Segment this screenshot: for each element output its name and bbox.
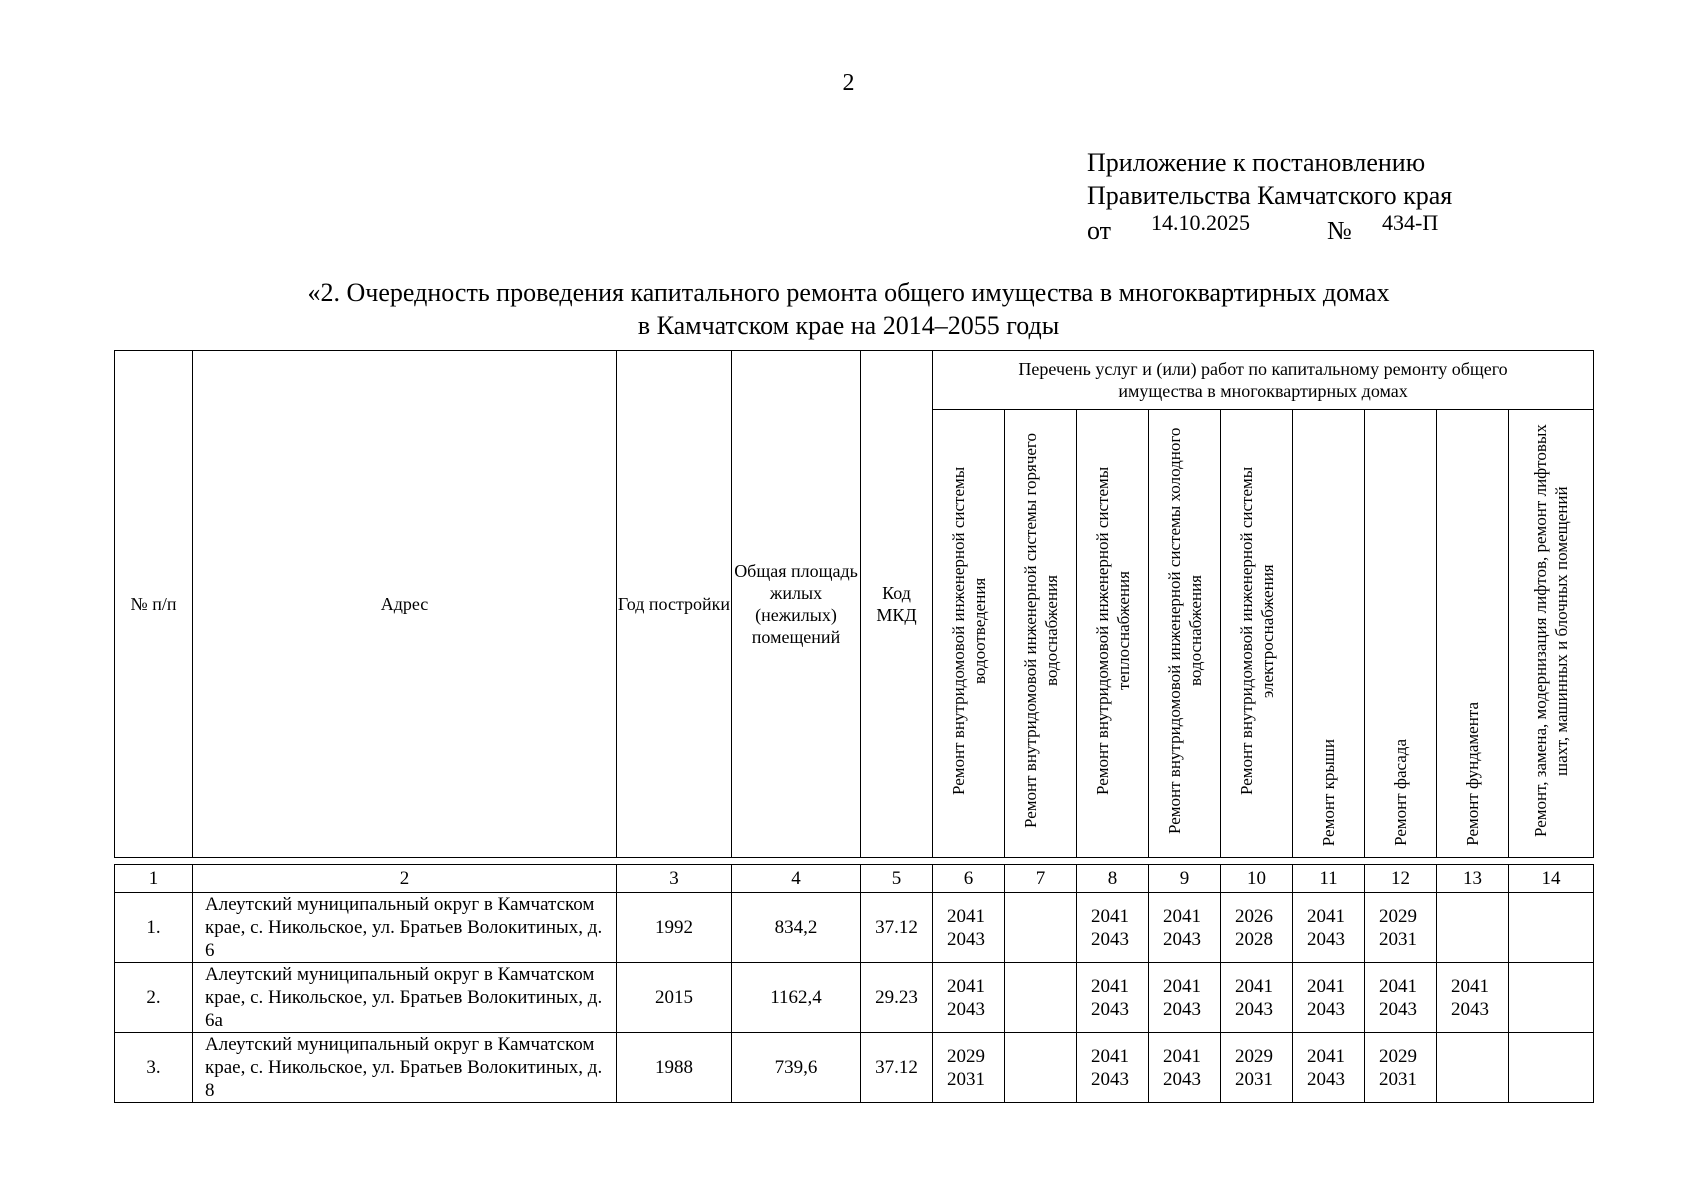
- header-work-label: Ремонт внутридомовой инженерной системы водоотведения: [948, 466, 989, 796]
- year-end: 2031: [1235, 1068, 1273, 1090]
- year-start: 2026: [1235, 905, 1273, 927]
- header-work-electricity: [1221, 410, 1293, 858]
- row-work-years: [1365, 893, 1437, 963]
- row-work-years: [1005, 893, 1077, 963]
- year-start: 2041: [1307, 975, 1345, 997]
- row-code: 37.12: [861, 1033, 933, 1103]
- table-row: [115, 963, 1594, 1033]
- header-work-hot-water: [1005, 410, 1077, 858]
- row-num: 1.: [115, 893, 193, 963]
- row-area: 1162,4: [732, 963, 861, 1033]
- header-work-label: Ремонт фундамента: [1463, 702, 1482, 846]
- header-work-label: Ремонт, замена, модернизация лифтов, ремонт лифтовых шахт, машинных и блочных помещений: [1531, 424, 1572, 838]
- year-end: 2028: [1235, 928, 1273, 950]
- row-area: 834,2: [732, 893, 861, 963]
- year-end: 2043: [1091, 928, 1129, 950]
- header-work-heating: [1077, 410, 1149, 858]
- year-end: 2043: [1091, 1068, 1129, 1090]
- row-work-years: [933, 893, 1005, 963]
- year-start: 2041: [1235, 975, 1273, 997]
- column-number: 13: [1437, 865, 1509, 893]
- row-num: 3.: [115, 1033, 193, 1103]
- header-work-label: Ремонт внутридомовой инженерной системы электроснабжения: [1236, 466, 1277, 796]
- approval-line-1: Приложение к постановлению: [1087, 148, 1426, 177]
- header-work-roof: [1293, 410, 1365, 858]
- header-work-label: Ремонт внутридомовой инженерной системы теплоснабжения: [1092, 466, 1133, 796]
- header-work-label: Ремонт фасада: [1391, 739, 1410, 846]
- column-number: 1: [115, 865, 193, 893]
- year-start: 2029: [1379, 1045, 1417, 1067]
- year-end: 2043: [947, 998, 985, 1020]
- header-area: Общая площадь жилых (нежилых) помещений: [732, 351, 861, 858]
- column-number: 7: [1005, 865, 1077, 893]
- approval-number-sign: №: [1327, 216, 1352, 245]
- approval-date: 14.10.2025: [1151, 210, 1250, 235]
- column-number: 6: [933, 865, 1005, 893]
- row-work-years: [933, 1033, 1005, 1103]
- year-end: 2043: [1163, 928, 1201, 950]
- row-work-years: [1437, 893, 1509, 963]
- approval-number: 434-П: [1382, 210, 1439, 235]
- page-number: 2: [842, 70, 855, 96]
- table-header: [114, 350, 1594, 858]
- year-start: 2041: [947, 905, 985, 927]
- row-work-years: [1005, 1033, 1077, 1103]
- row-work-years: [1509, 963, 1594, 1033]
- row-work-years: [1077, 963, 1149, 1033]
- row-work-years: [1221, 963, 1293, 1033]
- row-work-years: [1005, 963, 1077, 1033]
- row-work-years: [1149, 1033, 1221, 1103]
- row-work-years: [1221, 893, 1293, 963]
- year-end: 2043: [1235, 998, 1273, 1020]
- row-address: Алеутский муниципальный округ в Камчатском крае, с. Никольское, ул. Братьев Волокитиных, д. 6а: [193, 963, 617, 1033]
- year-start: 2041: [1091, 975, 1129, 997]
- column-number: 4: [732, 865, 861, 893]
- year-end: 2043: [1091, 998, 1129, 1020]
- year-end: 2043: [1163, 998, 1201, 1020]
- row-year: 1988: [617, 1033, 732, 1103]
- header-work-elevators: [1509, 410, 1594, 858]
- column-number: 14: [1509, 865, 1594, 893]
- row-code: 29.23: [861, 963, 933, 1033]
- header-work-foundation: [1437, 410, 1509, 858]
- header-year-built: Год постройки: [617, 351, 732, 858]
- header-work-drainage: [933, 410, 1005, 858]
- row-work-years: [1149, 963, 1221, 1033]
- column-number: 11: [1293, 865, 1365, 893]
- year-start: 2041: [1091, 905, 1129, 927]
- year-start: 2041: [1163, 975, 1201, 997]
- year-end: 2031: [1379, 1068, 1417, 1090]
- year-end: 2043: [1379, 998, 1417, 1020]
- row-work-years: [1437, 963, 1509, 1033]
- column-number: 10: [1221, 865, 1293, 893]
- row-work-years: [1293, 893, 1365, 963]
- header-work-cold-water: [1149, 410, 1221, 858]
- table-row: [115, 893, 1594, 963]
- title-line-2: в Камчатском крае на 2014–2055 годы: [637, 311, 1060, 340]
- header-address: Адрес: [193, 351, 617, 858]
- header-num: № п/п: [115, 351, 193, 858]
- row-area: 739,6: [732, 1033, 861, 1103]
- approval-line-2: Правительства Камчатского края: [1087, 181, 1453, 210]
- approval-block: [1087, 146, 1452, 245]
- year-end: 2043: [1307, 1068, 1345, 1090]
- row-work-years: [1365, 1033, 1437, 1103]
- column-number: 8: [1077, 865, 1149, 893]
- year-end: 2043: [1307, 998, 1345, 1020]
- row-work-years: [1437, 1033, 1509, 1103]
- row-work-years: [1221, 1033, 1293, 1103]
- row-address: Алеутский муниципальный округ в Камчатском крае, с. Никольское, ул. Братьев Волокитиных, д. 6: [193, 893, 617, 963]
- header-work-label: Ремонт внутридомовой инженерной системы горячего водоснабжения: [1020, 433, 1061, 829]
- row-address: Алеутский муниципальный округ в Камчатском крае, с. Никольское, ул. Братьев Волокитиных, д. 8: [193, 1033, 617, 1103]
- header-code: Код МКД: [861, 351, 933, 858]
- year-start: 2041: [1163, 905, 1201, 927]
- column-number: 9: [1149, 865, 1221, 893]
- column-number-row: [115, 865, 1594, 893]
- year-start: 2029: [1235, 1045, 1273, 1067]
- column-number: 3: [617, 865, 732, 893]
- row-code: 37.12: [861, 893, 933, 963]
- header-work-label: Ремонт крыши: [1319, 738, 1338, 846]
- row-year: 2015: [617, 963, 732, 1033]
- year-end: 2031: [947, 1068, 985, 1090]
- header-works-group: Перечень услуг и (или) работ по капитальному ремонту общего имущества в многоквартирных домах: [933, 351, 1594, 410]
- row-work-years: [1293, 1033, 1365, 1103]
- row-work-years: [1293, 963, 1365, 1033]
- row-work-years: [1509, 1033, 1594, 1103]
- year-end: 2043: [947, 928, 985, 950]
- row-work-years: [933, 963, 1005, 1033]
- approval-date-prefix: от: [1087, 216, 1112, 245]
- column-number: 12: [1365, 865, 1437, 893]
- year-end: 2031: [1379, 928, 1417, 950]
- year-start: 2041: [1379, 975, 1417, 997]
- year-start: 2041: [1091, 1045, 1129, 1067]
- column-number: 2: [193, 865, 617, 893]
- year-start: 2041: [947, 975, 985, 997]
- year-end: 2043: [1307, 928, 1345, 950]
- year-start: 2041: [1307, 1045, 1345, 1067]
- row-work-years: [1149, 893, 1221, 963]
- row-work-years: [1509, 893, 1594, 963]
- year-start: 2041: [1163, 1045, 1201, 1067]
- table-row: [115, 1033, 1594, 1103]
- row-work-years: [1365, 963, 1437, 1033]
- document-title: [100, 276, 1597, 342]
- year-start: 2041: [1307, 905, 1345, 927]
- year-end: 2043: [1163, 1068, 1201, 1090]
- row-year: 1992: [617, 893, 732, 963]
- year-start: 2041: [1451, 975, 1489, 997]
- title-line-1: «2. Очередность проведения капитального ремонта общего имущества в многоквартирных домах: [307, 278, 1390, 307]
- year-end: 2043: [1451, 998, 1489, 1020]
- header-work-label: Ремонт внутридомовой инженерной системы холодного водоснабжения: [1164, 427, 1205, 835]
- year-start: 2029: [1379, 905, 1417, 927]
- header-work-facade: [1365, 410, 1437, 858]
- table-body: [114, 864, 1594, 1103]
- row-work-years: [1077, 893, 1149, 963]
- approval-date-row: [1087, 212, 1452, 245]
- column-number: 5: [861, 865, 933, 893]
- row-work-years: [1077, 1033, 1149, 1103]
- year-start: 2029: [947, 1045, 985, 1067]
- row-num: 2.: [115, 963, 193, 1033]
